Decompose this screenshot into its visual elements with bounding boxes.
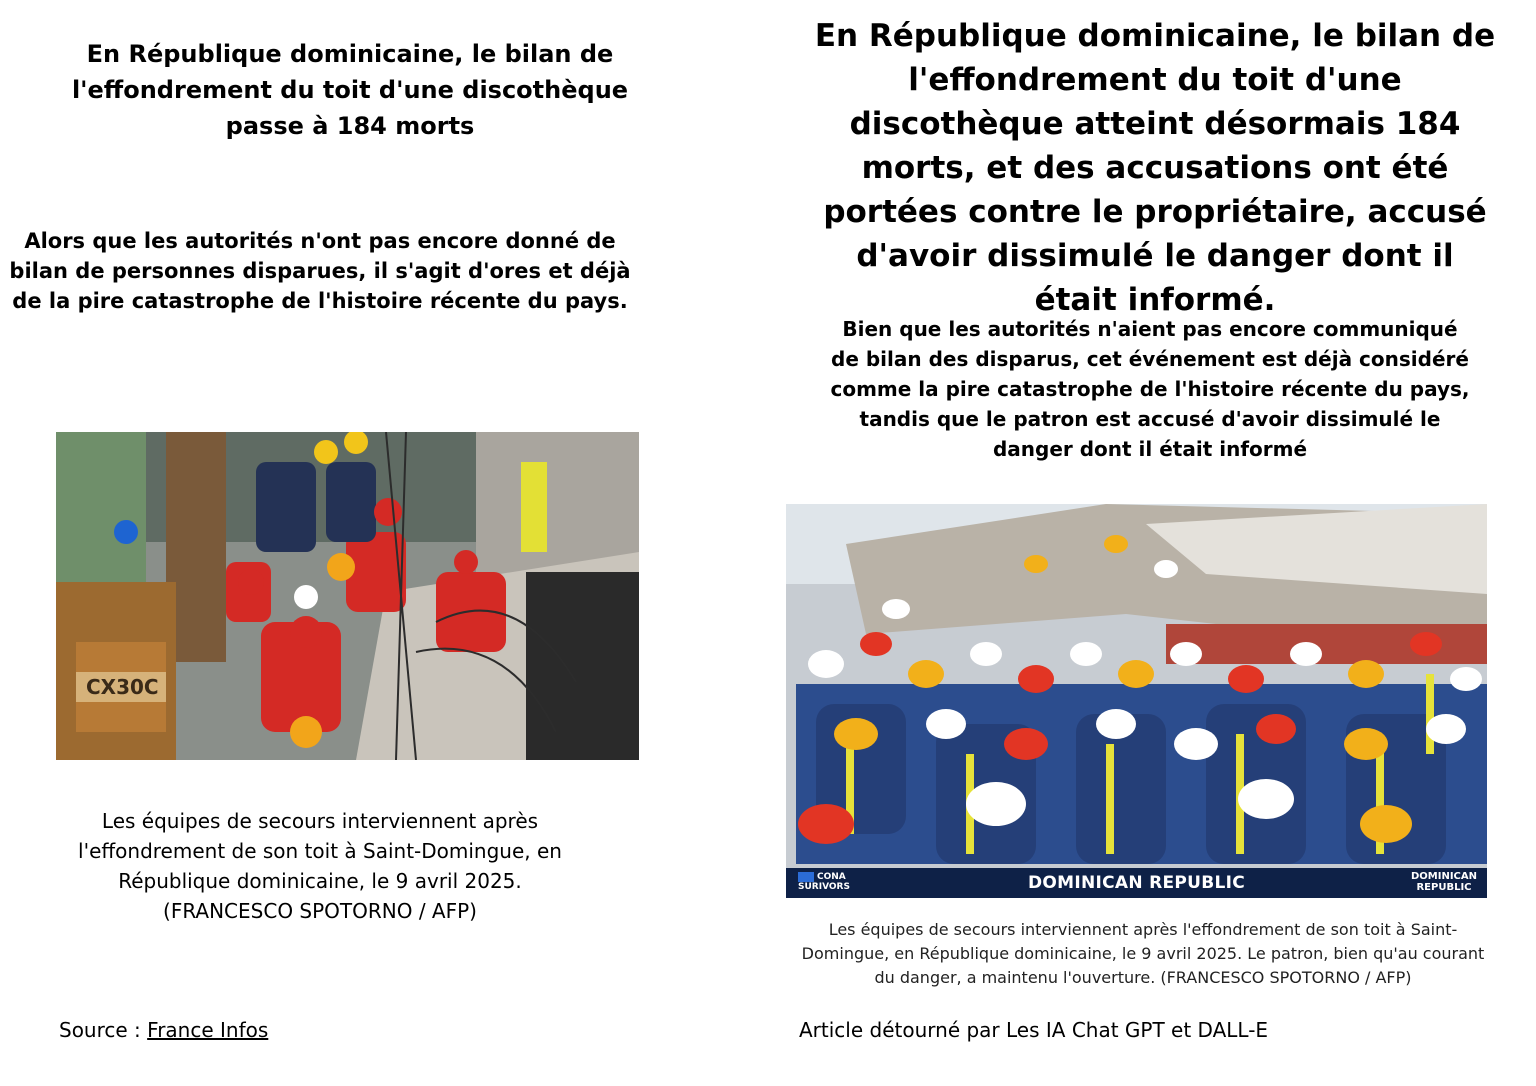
- ai-rescue-crowd-illustration: [786, 504, 1487, 898]
- modified-caption: Les équipes de secours interviennent après l'effondrement de son toit à Saint-Domingue, en République dominicaine, le 9 avril 2025. Le patron, bien qu'au courant du danger, a maintenu l'ouverture. (FRANCESCO SPOTORNO / AFP): [801, 920, 1485, 987]
- vehicle-label: CX30C: [86, 675, 159, 699]
- rescue-scene-illustration: [56, 432, 639, 760]
- original-photo: [56, 432, 639, 760]
- banner-right-tag: [1411, 871, 1477, 893]
- modified-article: [770, 0, 1536, 1086]
- original-subheadline: Alors que les autorités n'ont pas encore donné de bilan de personnes disparues, il s'agit d'ores et déjà de la pire catastrophe de l'histoire récente du pays.: [9, 229, 631, 313]
- banner-right-line-2: REPUBLIC: [1416, 882, 1472, 893]
- original-caption: Les équipes de secours interviennent après l'effondrement de son toit à Saint-Domingue, en République dominicaine, le 9 avril 2025. (FRANCESCO SPOTORNO / AFP): [78, 809, 562, 923]
- banner-logo-line-2: SURIVORS: [798, 882, 850, 892]
- banner-logo-line-1: CONA: [817, 872, 846, 882]
- ai-generated-photo: [786, 504, 1487, 898]
- banner-right-line-1: DOMINICAN: [1410, 871, 1477, 882]
- banner-title: DOMINICAN REPUBLIC: [1027, 873, 1246, 893]
- modified-subheadline: Bien que les autorités n'aient pas encore communiqué de bilan des disparus, cet événement est déjà considéré comme la pire catastrophe de l'histoire récente du pays, tandis que le patron est accusé d'avoir dissimulé le danger dont il était informé: [830, 317, 1470, 461]
- original-headline: En République dominicaine, le bilan de l'effondrement du toit d'une discothèque passe à 184 morts: [71, 40, 629, 140]
- source-link[interactable]: France Infos: [147, 1018, 269, 1042]
- source-line: [59, 1016, 268, 1044]
- modified-headline: En République dominicaine, le bilan de l'effondrement du toit d'une discothèque atteint désormais 184 morts, et des accusations ont été portées contre le propriétaire, accusé d'avoir dissimulé le danger dont il était informé.: [814, 18, 1496, 318]
- credit-line: Article détourné par Les IA Chat GPT et DALL-E: [799, 1018, 1269, 1042]
- image-banner: [786, 868, 1487, 898]
- original-article: [0, 0, 700, 1086]
- source-prefix: Source :: [59, 1018, 148, 1042]
